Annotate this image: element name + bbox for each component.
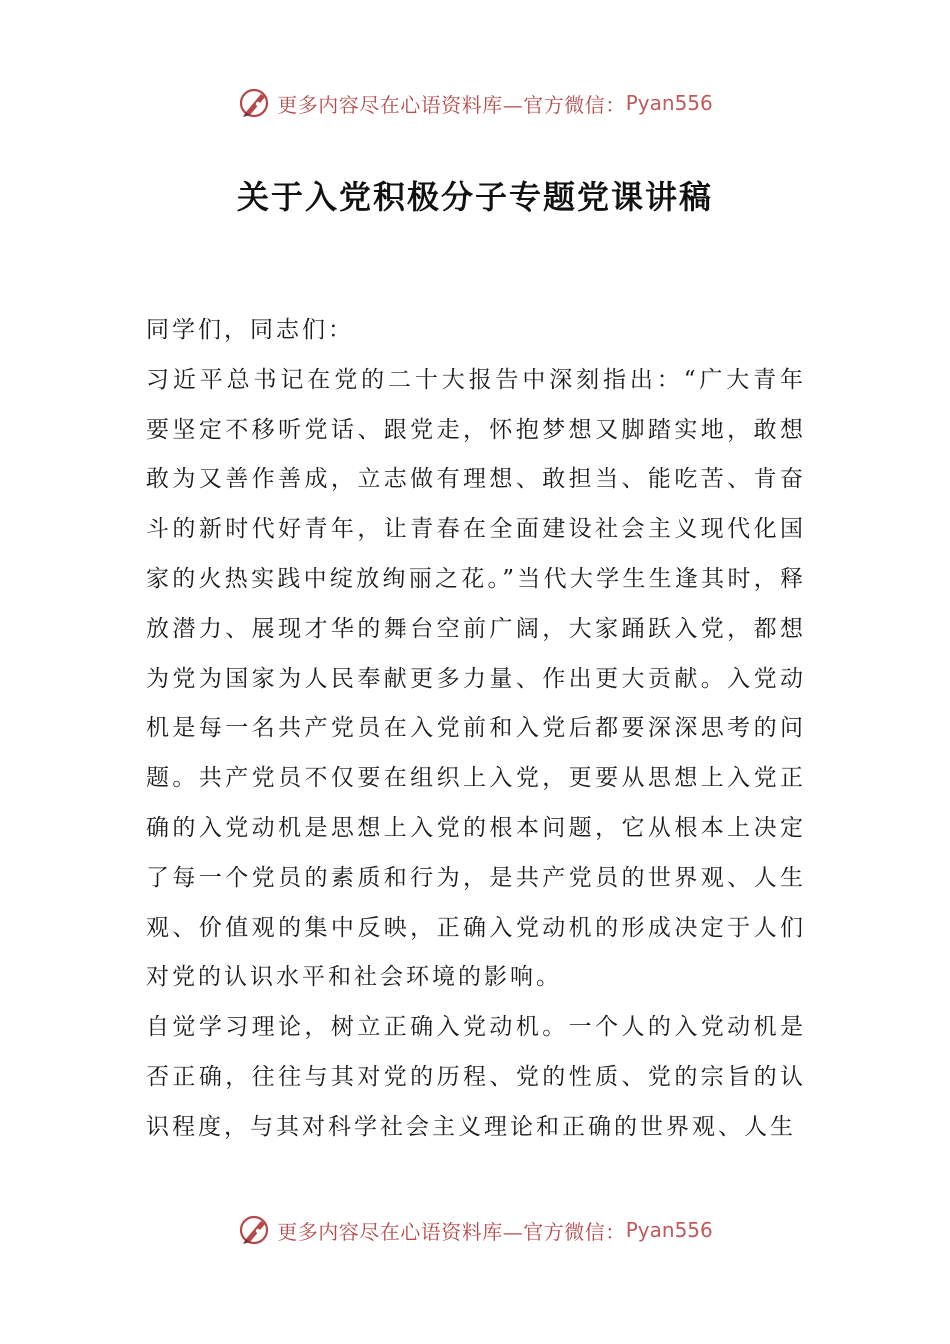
footer-watermark-banner xyxy=(0,1210,950,1250)
watermark-text: 更多内容尽在心语资料库—官方微信： xyxy=(277,92,626,117)
salutation-paragraph: 同学们，同志们： xyxy=(146,317,354,343)
document-body xyxy=(146,306,806,1153)
body-paragraph: 习近平总书记在党的二十大报告中深刻指出：“广大青年要坚定不移听党话、跟党走，怀抱梦想又脚踏实地，敢想敢为又善作善成，立志做有理想、敢担当、能吃苦、肯奋斗的新时代好青年，让青春在全面建设社会主义现代化国家的火热实践中绽放绚丽之花。”当代大学生生逢其时，释放潜力、展现才华的舞台空前广阔，大家踊跃入党，都想为党为国家为人民奉献更多力量、作出更大贡献。入党动机是每一名共产党员在入党前和入党后都要深深思考的问题。共产党员不仅要在组织上入党，更要从思想上入党正确的入党动机是思想上入党的根本问题，它从根本上决定了每一个党员的素质和行为，是共产党员的世界观、人生观、价值观的集中反映，正确入党动机的形成决定于人们对党的认识水平和社会环境的影响。 xyxy=(146,366,806,991)
watermark-wechat-id: Pyan556 xyxy=(625,1218,713,1242)
body-paragraph: 自觉学习理论，树立正确入党动机。一个人的入党动机是否正确，往往与其对党的历程、党的性质、党的宗旨的认识程度，与其对科学社会主义理论和正确的世界观、人生 xyxy=(146,1014,806,1140)
watermark-text: 更多内容尽在心语资料库—官方微信： xyxy=(277,1219,626,1244)
pen-logo-icon xyxy=(237,85,273,121)
header-watermark-banner xyxy=(0,83,950,123)
pen-logo-icon xyxy=(237,1212,273,1248)
document-title: 关于入党积极分子专题党课讲稿 xyxy=(236,178,713,216)
watermark-wechat-id: Pyan556 xyxy=(625,91,713,115)
